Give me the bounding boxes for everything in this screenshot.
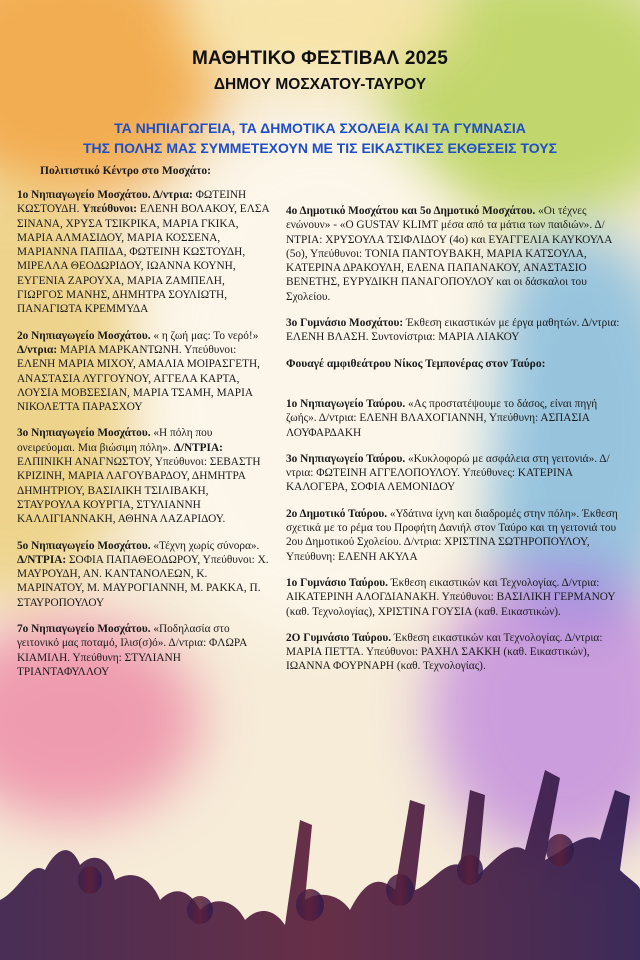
school-name: 4ο Δημοτικό Μοσχάτου και 5ο Δημοτικό Μοσχάτου. (286, 205, 536, 217)
municipality-name: ΔΗΜΟΥ ΜΟΣΧΑΤΟΥ-ΤΑΥΡΟΥ (213, 76, 427, 93)
school-name: 2ο Δημοτικό Ταύρου. (286, 507, 388, 520)
list-item: 3ο Νηπιαγωγείο Ταύρου. «Κυκλοφορώ με ασφάλεια στη γειτονιά». Δ/ντρια: ΦΩΤΕΙΝΗ ΑΓΓΕΛΟΠΟΥΛΟΥ. Υπεύθυνες: ΚΑΤΕΡΙΝΑ ΚΑΛΟΓΕΡΑ, ΣΟΦΙΑ ΛΕΜΟΝΙΔΟΥ (286, 452, 610, 494)
right-column (286, 204, 626, 686)
list-item: 1ο Γυμνάσιο Ταύρου. Έκθεση εικαστικών και Τεχνολογίας. Δ/ντρια: ΑΙΚΑΤΕΡΙΝΗ ΑΛΟΓΔΙΑΝΑΚΗ. Υπεύθυνοι: ΒΑΣΙΛΙΚΗ ΓΕΡΜΑΝΟΥ (καθ. Τεχνολογίας), ΧΡΙΣΤΙΝΑ ΓΟΥΣΙΑ (καθ. Εικαστικών). (286, 576, 616, 618)
crowd-silhouette-illustration (0, 700, 640, 960)
subtitle-line-1: ΤΑ ΝΗΠΙΑΓΩΓΕΙΑ, ΤΑ ΔΗΜΟΤΙΚΑ ΣΧΟΛΕΙΑ ΚΑΙ ΤΑ ΓΥΜΝΑΣΙΑ (114, 120, 526, 136)
list-item: 2ο Δημοτικό Ταύρου. «Υδάτινα ίχνη και διαδρομές στην πόλη». Έκθεση σχετικά με το ρέμα του Προφήτη Δανιήλ στον Ταύρο και τη γειτονιά του 2ου Δημοτικού Σχολείου. Δ/ντρια: ΧΡΙΣΤΙΝΑ ΣΩΤΗΡΟΠΟΥΛΟΥ, Υπεύθυνη: ΕΛΕΝΗ ΑΚΥΛΑ (286, 507, 618, 563)
school-name: 1ο Νηπιαγωγείο Μοσχάτου. Δ/ντρια: (17, 189, 193, 201)
venue-moschato-heading: Πολιτιστικό Κέντρο στο Μοσχάτο: (40, 165, 211, 177)
left-column (17, 188, 269, 691)
poster-header (0, 48, 640, 94)
school-name: 2Ο Γυμνάσιο Ταύρου. (286, 631, 392, 644)
school-name: 7ο Νηπιαγωγείο Μοσχάτου. (17, 623, 151, 636)
school-name: 2ο Νηπιαγωγείο Μοσχάτου. (17, 329, 151, 342)
list-item: 7ο Νηπιαγωγείο Μοσχάτου. «Ποδηλασία στο γειτονικό μας ποταμό, Ιλισ(σ)ό». Δ/ντρια: ΦΛΩΡΑ ΚΙΑΜΙΛΗ. Υπεύθυνη: ΣΤΥΛΙΑΝΗ ΤΡΙΑΝΤΑΦΥΛΛΟΥ (17, 623, 247, 678)
list-item: 5ο Νηπιαγωγείο Μοσχάτου. «Τέχνη χωρίς σύνορα». Δ/ΝΤΡΙΑ: ΣΟΦΙΑ ΠΑΠΑΘΕΟΔΩΡΟΥ, Υπεύθυνοι: Χ. ΜΑΥΡΟΥΔΗ, ΑΝ. ΚΑΝΤΑΝΟΛΕΩΝ, Κ. ΜΑΡΙΝΑΤΟΥ, Μ. ΜΑΥΡΟΓΙΑΝΝΗ, Μ. ΡΑΚΚΑ, Π. ΣΤΑΥΡΟΠΟΥΛΟΥ (17, 539, 269, 609)
list-item: 2ο Νηπιαγωγείο Μοσχάτου. « η ζωή μας: Το νερό!» Δ/ντρια: ΜΑΡΙΑ ΜΑΡΚΑΝΤΩΝΗ. Υπεύθυνοι: ΕΛΕΝΗ ΜΑΡΙΑ ΜΙΧΟΥ, ΑΜΑΛΙΑ ΜΟΙΡΑΣΓΕΤΗ, ΑΝΑΣΤΑΣΙΑ ΛΥΓΓΟΥΝΟΥ, ΑΓΓΕΛΑ ΚΑΡΤΑ, ΛΟΥΣΙΑ ΜΟΒΣΕΣΙΑΝ, ΜΑΡΙΑ ΤΣΑΜΗ, ΜΑΡΙΑ ΝΙΚΟΛΕΤΤΑ ΠΑΡΑΣΧΟΥ (17, 329, 260, 414)
school-name: 3ο Νηπιαγωγείο Μοσχάτου. (17, 427, 151, 440)
list-item: 4ο Δημοτικό Μοσχάτου και 5ο Δημοτικό Μοσχάτου. «Οι τέχνες ενώνουν» - «Ο GUSTAV KLIMT μέσα από τα μάτια των παιδιών». Δ/ΝΤΡΙΑ: ΧΡΥΣΟΥΛΑ ΤΣΙΦΛΙΔΟΥ (4ο) και ΕΥΑΓΓΕΛΙΑ ΚΑΥΚΟΥΛΑ (5ο), Υπεύθυνοι: ΤΟΝΙΑ ΠΑΝΤΟΥΒΑΚΗ, ΜΑΡΙΑ ΚΑΤΣΟΥΛΑ, ΚΑΤΕΡΙΝΑ ΔΡΑΚΟΥΛΗ, ΕΛΕΝΑ ΠΑΠΑΝΑΚΟΥ, ΑΝΑΣΤΑΣΙΟ ΒΕΝΕΤΗΣ, ΕΥΡΥΔΙΚΗ ΠΑΝΑΓΟΠΟΥΛΟΥ και οι δάσκαλοι του Σχολείου. (286, 205, 612, 303)
school-name: 5ο Νηπιαγωγείο Μοσχάτου. (17, 539, 151, 552)
subtitle-line-2: ΤΗΣ ΠΟΛΗΣ ΜΑΣ ΣΥΜΜΕΤΕΧΟΥΝ ΜΕ ΤΙΣ ΕΙΚΑΣΤΙΚΕΣ ΕΚΘΕΣΕΙΣ ΤΟΥΣ (83, 140, 557, 156)
list-item: 1ο Νηπιαγωγείο Ταύρου. «Ας προστατέψουμε το δάσος, είναι πηγή ζωής». Δ/ντρια: ΕΛΕΝΗ ΒΛΑΧΟΓΙΑΝΝΗ, Υπεύθυνη: ΑΣΠΑΣΙΑ ΛΟΥΦΑΡΔΑΚΗ (286, 397, 598, 439)
subtitle (40, 118, 600, 158)
school-name: 3ο Νηπιαγωγείο Ταύρου. (286, 452, 406, 465)
list-item: 1ο Νηπιαγωγείο Μοσχάτου. Δ/ντρια: ΦΩΤΕΙΝΗ ΚΩΣΤΟΥΔΗ. Υπεύθυνοι: ΕΛΕΝΗ ΒΟΛΑΚΟΥ, ΕΛΣΑ ΣΙΝΑΝΑ, ΧΡΥΣΑ ΤΣΙΚΡΙΚΑ, ΜΑΡΙΑ ΓΚΙΚΑ, ΜΑΡΙΑ ΑΛΜΑΣΙΔΟΥ, ΜΑΡΙΑ ΚΟΣΣΕΝΑ, ΜΑΡΙΑΝΝΑ ΠΑΠΙΔΑ, ΦΩΤΕΙΝΗ ΚΩΣΤΟΥΔΗ, ΜΙΡΕΛΛΑ ΘΕΟΔΩΡΙΔΟΥ, ΙΩΑΝΝΑ ΚΟΥΝΗ, ΕΥΓΕΝΙΑ ΖΑΡΟΥΧΑ, ΜΑΡΙΑ ΖΑΜΠΕΛΗ, ΓΙΩΡΓΟΣ ΜΑΝΗΣ, ΔΗΜΗΤΡΑ ΣΟΥΛΙΩΤΗ, ΠΑΝΑΓΙΩΤΑ ΚΡΕΜΜΥΔΑ (17, 189, 270, 316)
school-name: 1ο Νηπιαγωγείο Ταύρου. (286, 397, 406, 410)
list-item: 3ο Νηπιαγωγείο Μοσχάτου. «Η πόλη που ονειρεύομαι. Μια βιώσιμη πόλη». Δ/ΝΤΡΙΑ: ΕΛΠΙΝΙΚΗ ΑΝΑΓΝΩΣΤΟΥ, Υπεύθυνοι: ΣΕΒΑΣΤΗ ΚΡΙΖΙΝΗ, ΜΑΡΙΑ ΛΑΓΟΥΒΑΡΔΟΥ, ΔΗΜΗΤΡΑ ΔΗΜΗΤΡΙΟΥ, ΒΑΣΙΛΙΚΗ ΤΣΙΛΙΒΑΚΗ, ΣΤΑΥΡΟΥΛΑ ΚΟΥΡΓΙΑ, ΣΤΥΛΙΑΝΝΗ ΚΑΛΛΙΓΙΑΝΝΑΚΗ, ΑΘΗΝΑ ΛΑΖΑΡΙΔΟΥ. (17, 427, 261, 526)
school-name: 1ο Γυμνάσιο Ταύρου. (286, 576, 388, 589)
list-item: 3ο Γυμνάσιο Μοσχάτου: Έκθεση εικαστικών με έργα μαθητών. Δ/ντρια: ΕΛΕΝΗ ΒΛΑΣΗ. Συντονίστρια: ΜΑΡΙΑ ΛΙΑΚΟΥ (286, 317, 620, 344)
festival-title: ΜΑΘΗΤΙΚΟ ΦΕΣΤΙΒΑΛ 2025 (192, 48, 448, 69)
list-item: 2Ο Γυμνάσιο Ταύρου. Έκθεση εικαστικών και Τεχνολογίας. Δ/ντρια: ΜΑΡΙΑ ΠΕΤΤΑ. Υπεύθυνοι: ΡΑΧΗΛ ΣΑΚΚΗ (καθ. Εικαστικών), ΙΩΑΝΝΑ ΦΟΥΡΝΑΡΗ (καθ. Τεχνολογίας). (286, 631, 603, 673)
venue-tavros-heading: Φουαγέ αμφιθεάτρου Νίκος Τεμπονέρας στον Ταύρο: (286, 357, 546, 370)
school-name: 3ο Γυμνάσιο Μοσχάτου: (286, 317, 404, 330)
